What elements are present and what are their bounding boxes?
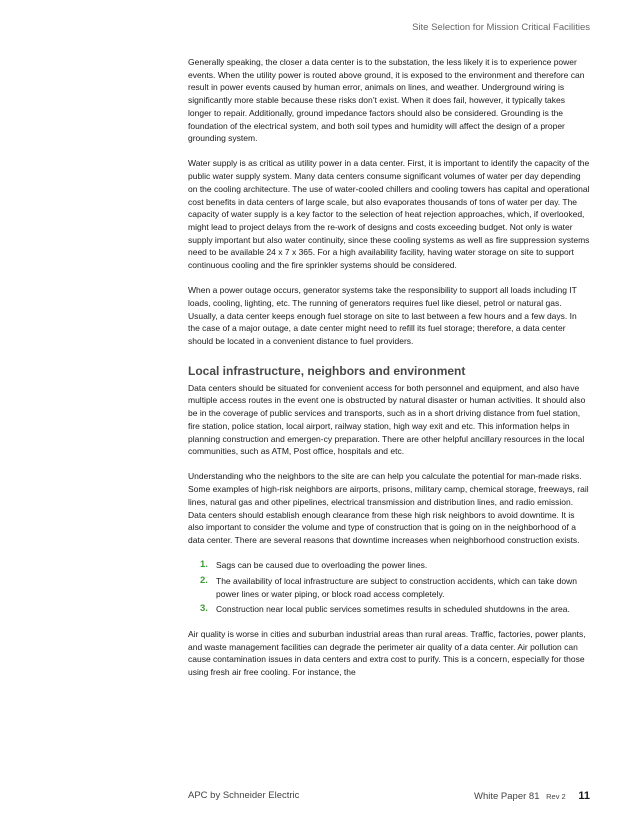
footer-company: APC by Schneider Electric bbox=[188, 790, 300, 801]
body-paragraph: Water supply is as critical as utility power in a data center. First, it is important to identify the capacity of the public water supply system. Many data centers consume significant volumes of water per day depending on the cooling architecture. The use of water-cooled chillers and cooling towers has capital and operational cost benefits in data centers of large scale, but also evaporates thousands of tons of water per day. The capacity of water supply is a key factor to the selection of heat rejection approaches, which, if overlooked, might lead to project delays from the re-work of designs and costs exceeding budget. Not only is water supply important but also water continuity, since these cooling systems as well as fire suppression systems need to be available 24 x 7 x 365. For a high availability facility, having water storage on site to support continuous cooling and the fire sprinkler systems should be considered. bbox=[188, 158, 590, 271]
body-paragraph: Generally speaking, the closer a data center is to the substation, the less likely it is to experience power events. When the utility power is routed above ground, it is exposed to the environment and therefore can result in power events caused by human error, animals on lines, and weather. Underground wiring is significantly more stable because these risks don’t exist. When it does fail, however, it typically takes longer to repair. Additionally, ground impedance factors should also be considered. Grounding is the foundation of the electrical system, and both soil types and humidity will affect the design of a proper grounding system. bbox=[188, 57, 585, 144]
body-paragraph: Air quality is worse in cities and suburban industrial areas than rural areas. Traffic, factories, power plants, and waste management facilities can degrade the perimeter air quality of a data center. Air pollution can cause contamination issues in data centers and extra cost to purify. This is a concern, especially for those using fresh air free cooling. For instance, the bbox=[188, 629, 586, 678]
footer-doc-info bbox=[474, 790, 590, 802]
page-number: 11 bbox=[578, 790, 590, 802]
list-number: 3. bbox=[200, 603, 208, 615]
list-text: Sags can be caused due to overloading the power lines. bbox=[216, 560, 428, 571]
body-paragraph: Understanding who the neighbors to the site are can help you calculate the potential for man-made risks. Some examples of high-risk neighbors are airports, prisons, military camp, chemical storage, freeways, rail lines, natural gas and other pipelines, electrical transmission and distribution lines, and radio emission. Data centers should establish enough clearance from these high risk neighbors to avoid downtime. It is also important to consider the volume and type of construction that is going on in the neighborhood of a data center. There are several reasons that downtime increases when neighborhood construction exists. bbox=[188, 471, 589, 545]
list-number: 1. bbox=[200, 559, 208, 571]
list-text: Construction near local public services sometimes results in scheduled shutdowns in the area. bbox=[216, 604, 570, 615]
page-body bbox=[188, 56, 590, 691]
body-paragraph: When a power outage occurs, generator systems take the responsibility to support all loads including IT loads, cooling, lighting, etc. The running of generators requires fuel like diesel, petrol or natural gas. Usually, a data center keeps enough fuel storage on site to last between a few hours and a few days. In the case of a major outage, a date center might need to refill its fuel storage; therefore, a data center should be located in a convenient distance to fuel providers. bbox=[188, 285, 577, 347]
footer-revision: Rev 2 bbox=[546, 792, 566, 801]
list-number: 2. bbox=[200, 574, 208, 586]
list-text: The availability of local infrastructure are subject to construction accidents, which can take down power lines or water piping, or block road access completely. bbox=[216, 575, 577, 599]
section-heading: Local infrastructure, neighbors and environment bbox=[188, 363, 466, 378]
numbered-list bbox=[188, 559, 590, 616]
footer-doc-title: White Paper 81 bbox=[474, 791, 540, 802]
list-item bbox=[200, 559, 590, 572]
body-paragraph: Data centers should be situated for convenient access for both personnel and equipment, and also have multiple access routes in the event one is obstructed by natural disaster or human activities. It should also be in the coverage of public services and transports, such as in a short driving distance from fuel station, fire station, police station, local airport, railway station, high way exit and etc. This information helps in planning construction and emergen-cy preparation. There are other helpful ancillary resources in the local communities, such as ATM, Post office, hospitals and etc. bbox=[188, 382, 586, 457]
list-item bbox=[200, 575, 590, 600]
list-item bbox=[200, 603, 590, 616]
running-header: Site Selection for Mission Critical Facilities bbox=[412, 22, 590, 33]
